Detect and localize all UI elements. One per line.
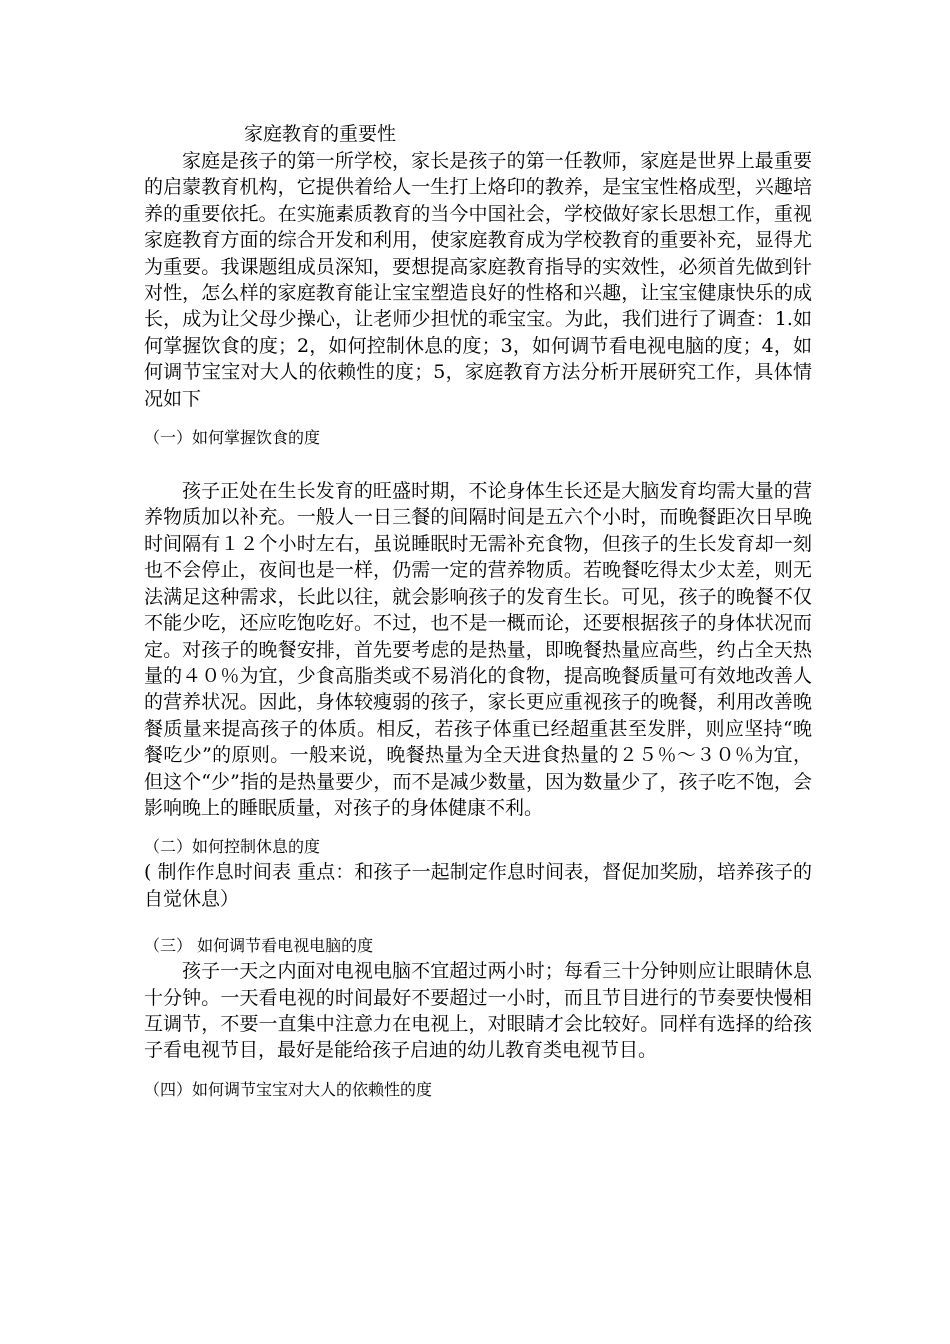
section-3-heading: （三） 如何调节看电视电脑的度 bbox=[144, 936, 374, 956]
document-title: 家庭教育的重要性 bbox=[244, 123, 397, 145]
section-1-heading: （一）如何掌握饮食的度 bbox=[144, 428, 321, 448]
section-2-body: ( 制作作息时间表 重点：和孩子一起制定作息时间表，督促加奖励，培养孩子的自觉休息） bbox=[144, 861, 812, 910]
document-page bbox=[144, 120, 812, 1102]
section-4-heading: （四）如何调节宝宝对大人的依赖性的度 bbox=[144, 1079, 433, 1099]
section-2-heading: （二）如何控制休息的度 bbox=[144, 837, 321, 857]
section-3-body: 孩子一天之内面对电视电脑不宜超过两小时；每看三十分钟则应让眼睛休息十分钟。一天看电视的时间最好不要超过一小时，而且节目进行的节奏要快慢相互调节，不要一直集中注意力在电视上，对眼睛才会比较好。同样有选择的给孩子看电视节目，最好是能给孩子启迪的幼儿教育类电视节目。 bbox=[144, 960, 812, 1062]
section-1-body: 孩子正处在生长发育的旺盛时期，不论身体生长还是大脑发育均需大量的营养物质加以补充。一般人一日三餐的间隔时间是五六个小时，而晚餐距次日早晚时间隔有１２个小时左右，虽说睡眠时无需补充食物，但孩子的生长发育却一刻也不会停止，夜间也是一样，仍需一定的营养物质。若晚餐吃得太少太差，则无法满足这种需求，长此以往，就会影响孩子的发育生长。可见，孩子的晚餐不仅不能少吃，还应吃饱吃好。不过，也不是一概而论，还要根据孩子的身体状况而定。对孩子的晚餐安排，首先要考虑的是热量，即晚餐热量应高些，约占全天热量的４０％为宜，少食高脂类或不易消化的食物，提高晚餐质量可有效地改善人的营养状况。因此，身体较瘦弱的孩子，家长更应重视孩子的晚餐，利用改善晚餐质量来提高孩子的体质。相反，若孩子体重已经超重甚至发胖，则应坚持“晚餐吃少”的原则。一般来说，晚餐热量为全天进食热量的２５％～３０％为宜，但这个“少”指的是热量要少，而不是减少数量，因为数量少了，孩子吃不饱，会影响晚上的睡眠质量，对孩子的身体健康不利。 bbox=[144, 480, 812, 819]
intro-paragraph: 家庭是孩子的第一所学校，家长是孩子的第一任教师，家庭是世界上最重要的启蒙教育机构，它提供着给人一生打上烙印的教养，是宝宝性格成型，兴趣培养的重要依托。在实施素质教育的当今中国社会，学校做好家长思想工作，重视家庭教育方面的综合开发和利用，使家庭教育成为学校教育的重要补充，显得尤为重要。我课题组成员深知，要想提高家庭教育指导的实效性，必须首先做到针对性，怎么样的家庭教育能让宝宝塑造良好的性格和兴趣，让宝宝健康快乐的成长，成为让父母少操心，让老师少担忧的乖宝宝。为此，我们进行了调查：1.如何掌握饮食的度；2，如何控制休息的度；3，如何调节看电视电脑的度；4，如何调节宝宝对大人的依赖性的度；5，家庭教育方法分析开展研究工作，具体情况如下 bbox=[144, 150, 812, 410]
